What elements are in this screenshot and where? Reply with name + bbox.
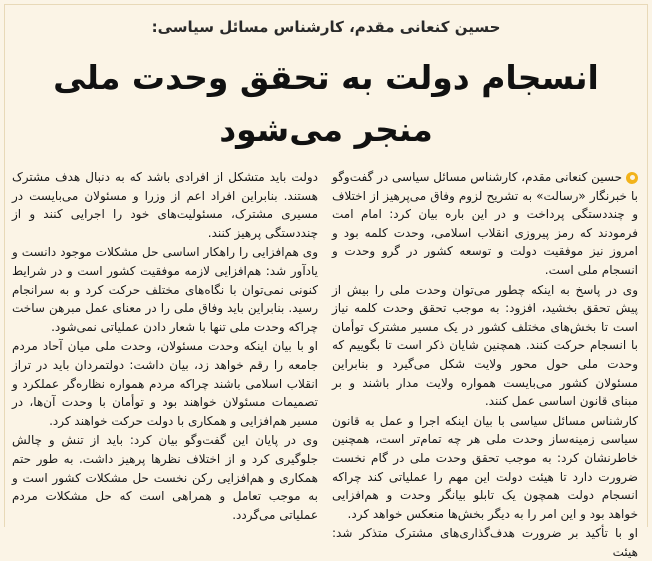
article-body <box>12 168 638 559</box>
headline-line-2: منجر می‌شود <box>219 110 433 149</box>
paragraph: وی هم‌افزایی را راهکار اساسی حل مشکلات موجود دانست و یادآور شد: هم‌افزایی لازمه موفقیت کشور است و در شرایط کنونی نمی‌توان با نگاه‌های مختلف حرکت کرد و به سرانجام رسید. بنابراین باید وفاق ملی را در معنای عمل مبرهن ساخت چراکه وحدت ملی تنها با شعار دادن عملیاتی نمی‌شود. <box>12 245 318 334</box>
article-headline <box>0 52 652 156</box>
paragraph: کارشناس مسائل سیاسی با بیان اینکه اجرا و عمل به قانون سیاسی زمینه‌ساز وحدت ملی هر چه تمام‌تر است، همچنین خاطرنشان کرد: به موجب تحقق وحدت ملی در گام نخست ضرورت دارد تا هیئت دولت این مهم را عملیاتی کند چراکه انسجام دولت همچون یک تابلو بیانگر وحدت و هم‌افزایی خواهد بود و این امر را به دیگر بخش‌ها منعکس خواهد کرد. <box>332 413 638 521</box>
right-column <box>332 168 638 559</box>
paragraph: او با تأکید بر ضرورت هدف‌گذاری‌های مشترک متذکر شد: هیئت <box>332 526 638 559</box>
paragraph: وی در پاسخ به اینکه چطور می‌توان وحدت ملی را بیش از پیش تحقق بخشید، افزود: به موجب تحقق وحدت کلمه نیاز است تا بخش‌های مختلف کشور در یک مسیر مشترک توأمان با انسجام حرکت کنند. همچنین شایان ذکر است تا بگوییم که وحدت ملی حول محور ولایت شکل می‌گیرد و بنابراین مسئولان کشور می‌بایست همواره ولایت مدار باشند و بر مبنای قانون اساسی عمل کنند. <box>332 282 638 409</box>
paragraph: دولت باید متشکل از افرادی باشد که به دنبال هدف مشترک هستند. بنابراین افراد اعم از وزرا و مسئولان می‌بایست در مسیری مشترک، مسئولیت‌های خود را اجرایی کنند و از چنددستگی پرهیز کنند. <box>12 170 318 240</box>
article-kicker: حسین کنعانی مقدم، کارشناس مسائل سیاسی: <box>151 18 501 36</box>
left-column <box>12 168 318 527</box>
headline-line-1: انسجام دولت به تحقق وحدت ملی <box>53 58 599 97</box>
paragraph: او با بیان اینکه وحدت مسئولان، وحدت ملی میان آحاد مردم جامعه را رقم خواهد زد، بیان داشت: دولتمردان باید در تراز انقلاب اسلامی باشند چراکه مردم همواره نظاره‌گر عملکرد و تصمیمات مسئولان خواهند بود و توأمان با وحدت آن‌ها، در مسیر هم‌افزایی و همکاری با دولت حرکت خواهند کرد. <box>12 339 318 428</box>
paragraph <box>332 168 638 280</box>
paragraph-text: حسین کنعانی مقدم، کارشناس مسائل سیاسی در گفت‌وگو با خبرنگار «رسالت» به تشریح لزوم وفاق می‌پرهیز از اختلاف و چنددستگی پرداخت و در این باره بیان کرد: امام امت فرمودند که رمز پیروزی انقلاب اسلامی، وحدت کلمه بود و امروز نیز موفقیت دولت و توسعه کشور در گرو وحدت و انسجام ملی است. <box>332 170 638 277</box>
paragraph: وی در پایان این گفت‌وگو بیان کرد: باید از تنش و چالش جلوگیری کرد و از اختلاف نظرها پرهیز داشت. به طور حتم همکاری و هم‌افزایی رکن نخست حل مشکلات کشور است و به موجب تعامل و همراهی است که حل مشکلات مردم عملیاتی می‌گردد. <box>12 433 318 522</box>
article-start-bullet-icon <box>626 172 638 184</box>
